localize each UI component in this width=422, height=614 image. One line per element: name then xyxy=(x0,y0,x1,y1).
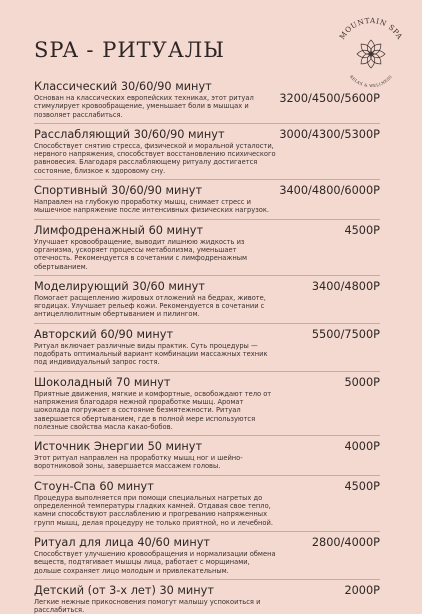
item-description: Основан на классических европейских техниках, этот ритуал стимулирует кровообращение, уменьшает боли в мышцах и позволяет расслабиться. xyxy=(34,94,254,119)
list-item xyxy=(34,80,380,119)
divider xyxy=(34,435,380,436)
item-description: Улучшает кровообращение, выводит лишнюю жидкость из организма, ускоряет процессы метаболизма, уменьшает отечность. Рекомендуется в сочетании с лимфодренажным обертыванием. xyxy=(34,237,248,271)
item-name: Моделирующий 30/60 минут xyxy=(34,279,205,293)
item-price: 3400/4800Р xyxy=(311,279,380,293)
item-description: Ритуал включает различные виды практик. Суть процедуры — подобрать оптимальный вариант комбинации массажных техник под индивидуальный запрос гостя. xyxy=(34,341,268,367)
divider xyxy=(34,323,380,324)
item-price: 5500/7500Р xyxy=(311,327,380,341)
lotus-icon xyxy=(357,40,385,68)
item-price: 3000/4300/5300Р xyxy=(279,127,380,141)
item-name: Детский (от 3-х лет) 30 минут xyxy=(34,583,214,597)
item-description: Помогает расщеплению жировых отложений на бедрах, животе, ягодицах. Улучшает рельеф кожи. Рекомендуется в сочетании с антицеллюлитным обертыванием и пилингом. xyxy=(34,293,266,319)
divider xyxy=(34,475,380,476)
list-item xyxy=(34,328,380,367)
item-name: Спортивный 30/60/90 минут xyxy=(34,184,203,198)
divider xyxy=(34,179,380,180)
item-description: Приятные движения, мягкие и комфортные, освобождают тело от напряжения благодаря нежной проработке мышц. Аромат шоколада погружает в состояние безмятежности. Ритуал завершается обертыванием, где в полной мере используются полезные свойства масла какао-бобов. xyxy=(34,389,272,431)
item-description: Способствует снятию стресса, физической и моральной усталости, нервного напряжения, способствует восстановлению психического равновесия. Благодаря расслабляющему ритуалу достигается состояние, близкое к здоровому сну. xyxy=(34,141,276,175)
item-price: 2800/4000Р xyxy=(311,535,380,549)
item-name: Расслабляющий 30/60/90 минут xyxy=(34,127,225,141)
list-item xyxy=(34,280,380,319)
item-name: Шоколадный 70 минут xyxy=(34,375,171,389)
item-price: 2000Р xyxy=(344,583,380,597)
list-item xyxy=(34,440,380,471)
divider xyxy=(34,219,380,220)
list-item xyxy=(34,224,380,271)
item-name: Лимфодренажный 60 минут xyxy=(34,223,204,237)
list-item xyxy=(34,536,380,575)
list-item xyxy=(34,184,380,215)
list-item xyxy=(34,480,380,527)
item-description: Этот ритуал направлен на проработку мышц ног и шейно-воротниковой зоны, завершается массажем головы. xyxy=(34,454,243,471)
item-description: Направлен на глубокую проработку мышц, снимает стресс и мышечное напряжение после интенсивных физических нагрузок. xyxy=(34,198,270,215)
list-item xyxy=(34,376,380,431)
item-name: Стоун-Спа 60 минут xyxy=(34,479,154,493)
item-description: Процедура выполняется при помощи специальных нагретых до определенной температуры гладких камней. Отдавая свое тепло, камни способствуют расслаблению и прогреванию напряженных групп мышц, делая процедуру не только приятной, но и лечебной. xyxy=(34,493,273,527)
page-title: SPA - РИТУАЛЫ xyxy=(34,38,225,62)
ritual-list xyxy=(34,80,380,614)
item-price: 5000Р xyxy=(344,375,380,389)
divider xyxy=(34,371,380,372)
item-name: Авторский 60/90 минут xyxy=(34,327,174,341)
item-price: 3400/4800/6000Р xyxy=(279,184,380,198)
svg-text:MOUNTAIN SPA xyxy=(337,16,404,41)
divider xyxy=(34,579,380,580)
divider xyxy=(34,531,380,532)
list-item xyxy=(34,128,380,175)
divider xyxy=(34,275,380,276)
logo-bottom-text: RELAX & WELLNESS xyxy=(348,74,394,89)
item-price: 4500Р xyxy=(344,223,380,237)
item-description: Легкие нежные прикосновения помогут малышу успокоиться и расслабиться. xyxy=(34,597,261,614)
logo-top-text: MOUNTAIN SPA xyxy=(337,15,405,41)
item-name: Источник Энергии 50 минут xyxy=(34,440,203,454)
item-description: Способствует улучшению кровообращения и нормализации обмена веществ, подтягивает мышцы лица, работает с морщинами, дольше сохраняет лицо молодым и привлекательным. xyxy=(34,549,276,575)
list-item xyxy=(34,584,380,614)
item-price: 4500Р xyxy=(344,479,380,493)
item-name: Ритуал для лица 40/60 минут xyxy=(34,535,211,549)
divider xyxy=(34,123,380,124)
item-price: 4000Р xyxy=(344,440,380,454)
item-name: Классический 30/60/90 минут xyxy=(34,80,212,93)
item-price: 3200/4500/5600Р xyxy=(279,92,380,105)
